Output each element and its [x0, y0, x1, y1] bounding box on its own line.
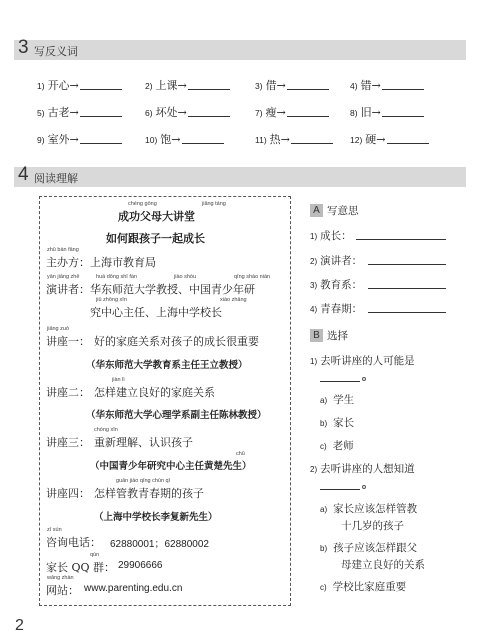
meaning-question: 2) 演讲者：: [310, 255, 363, 267]
qq-label: 家长 QQ 群：: [46, 561, 116, 574]
speaker-line-2: 究中心主任、上海中学校长: [90, 306, 222, 319]
pinyin: qún: [90, 552, 100, 558]
poster-subtitle: 如何跟孩子一起成长: [106, 232, 205, 245]
lecture-4-topic: 怎样管教青春期的孩子: [94, 487, 204, 500]
meaning-question: 4) 青春期：: [310, 303, 363, 315]
pinyin: jiǎng táng: [202, 201, 226, 207]
pinyin: zī xún: [47, 527, 62, 533]
antonym-item: 9) 室外→: [37, 131, 122, 147]
antonym-item: 10) 饱→: [145, 131, 224, 147]
option[interactable]: c) 老师: [320, 440, 354, 452]
option[interactable]: a) 学生: [320, 394, 355, 406]
phone-value: 62880001；62880002: [110, 539, 209, 550]
pinyin: jiàn lì: [112, 377, 125, 383]
option[interactable]: b) 家长: [320, 417, 355, 429]
pinyin: chéng gōng: [128, 201, 157, 207]
antonym-item: 6) 坏处→: [145, 104, 230, 120]
option[interactable]: a) 家长应该怎样管教: [320, 503, 418, 515]
lecture-1-label: 讲座一：: [46, 335, 90, 348]
answer-line[interactable]: [320, 489, 360, 490]
answer-blank[interactable]: [382, 105, 424, 117]
answer-line[interactable]: [368, 312, 446, 313]
answer-blank[interactable]: [80, 132, 122, 144]
poster-title: 成功父母大讲堂: [118, 210, 195, 223]
antonym-item: 2) 上课→: [145, 77, 230, 93]
meaning-question: 1) 成长：: [310, 230, 352, 242]
part-a-heading: [310, 203, 359, 218]
pinyin: qīng shào nián: [234, 274, 271, 280]
meaning-question: 3) 教育系：: [310, 279, 363, 291]
section-4-title: 阅读理解: [34, 172, 78, 185]
pinyin: zhǔ bàn fāng: [47, 247, 79, 253]
question-2: 2) 去听讲座的人想知道: [310, 463, 415, 475]
speaker-label: 演讲者：: [46, 283, 90, 296]
period-mark: [362, 485, 366, 489]
answer-blank[interactable]: [188, 78, 230, 90]
option-continuation: 十几岁的孩子: [341, 520, 404, 532]
answer-blank[interactable]: [80, 105, 122, 117]
section-3-header: [14, 37, 466, 60]
antonym-item: 4) 错→: [350, 77, 424, 93]
pinyin: xiào zhǎng: [220, 297, 247, 303]
pinyin: jiào shòu: [174, 274, 197, 280]
part-a-letter: A: [310, 204, 323, 217]
pinyin: chǔ: [236, 451, 245, 457]
lecture-poster: [39, 196, 291, 606]
answer-blank[interactable]: [382, 78, 424, 90]
lecture-1-topic: 好的家庭关系对孩子的成长很重要: [94, 335, 259, 348]
question-1: 1) 去听讲座的人可能是: [310, 355, 415, 367]
answer-line[interactable]: [368, 264, 446, 265]
antonym-item: 3) 借→: [255, 77, 329, 93]
answer-line[interactable]: [368, 288, 446, 289]
part-b-letter: B: [310, 329, 323, 342]
antonym-item: 8) 旧→: [350, 104, 424, 120]
answer-blank[interactable]: [287, 78, 329, 90]
answer-blank[interactable]: [291, 132, 333, 144]
antonym-item: 1) 开心→: [37, 77, 122, 93]
antonym-item: 11) 热→: [255, 131, 333, 147]
answer-line[interactable]: [320, 381, 360, 382]
antonym-item: 5) 古老→: [37, 104, 122, 120]
section-3-title: 写反义词: [34, 45, 78, 58]
lecture-1-speaker: （华东师范大学教育系主任王立教授）: [86, 360, 248, 371]
pinyin: huá dōng shī fàn: [96, 274, 137, 280]
section-4-header: [14, 164, 466, 187]
lecture-4-speaker: （上海中学校长李复新先生）: [94, 512, 218, 523]
lecture-2-speaker: （华东师范大学心理学系副主任陈林教授）: [86, 410, 267, 421]
antonym-item: 12) 硬→: [350, 131, 429, 147]
answer-blank[interactable]: [387, 132, 429, 144]
pinyin: guǎn jiào qīng chūn qī: [116, 478, 171, 484]
answer-blank[interactable]: [80, 78, 122, 90]
period-mark: [362, 377, 366, 381]
pinyin: jiū zhōng xīn: [96, 297, 127, 303]
option[interactable]: b) 孩子应该怎样跟父: [320, 542, 418, 554]
antonym-item: 7) 瘦→: [255, 104, 329, 120]
lecture-2-topic: 怎样建立良好的家庭关系: [94, 386, 215, 399]
qq-value: 29906666: [118, 560, 163, 571]
part-b-title: 选择: [327, 330, 348, 342]
page-number: 2: [15, 617, 24, 634]
answer-blank[interactable]: [287, 105, 329, 117]
pinyin: wǎng zhàn: [47, 575, 74, 581]
option-continuation: 母建立良好的关系: [341, 559, 425, 571]
website-value: www.parenting.edu.cn: [84, 583, 183, 594]
website-label: 网站：: [46, 584, 79, 597]
speaker-line-1: 华东师范大学教授、中国青少年研: [90, 283, 255, 296]
pinyin: jiǎng zuò: [47, 326, 70, 332]
lecture-4-label: 讲座四：: [46, 487, 90, 500]
lecture-2-label: 讲座二：: [46, 386, 90, 399]
answer-blank[interactable]: [188, 105, 230, 117]
pinyin: chóng xīn: [94, 427, 118, 433]
option[interactable]: c) 学校比家庭重要: [320, 581, 407, 593]
section-4-number: 4: [18, 164, 29, 185]
lecture-3-speaker: （中国青少年研究中心主任黄楚先生）: [90, 461, 252, 472]
part-b-heading: [310, 328, 348, 343]
part-a-title: 写意思: [327, 205, 359, 217]
section-3-number: 3: [18, 37, 29, 58]
organizer-value: 上海市教育局: [90, 256, 156, 269]
lecture-3-topic: 重新理解、认识孩子: [94, 436, 193, 449]
organizer-label: 主办方：: [46, 256, 90, 269]
phone-label: 咨询电话：: [46, 536, 101, 549]
answer-blank[interactable]: [182, 132, 224, 144]
lecture-3-label: 讲座三：: [46, 436, 90, 449]
pinyin: yǎn jiǎng zhě: [47, 274, 80, 280]
answer-line[interactable]: [356, 239, 446, 240]
